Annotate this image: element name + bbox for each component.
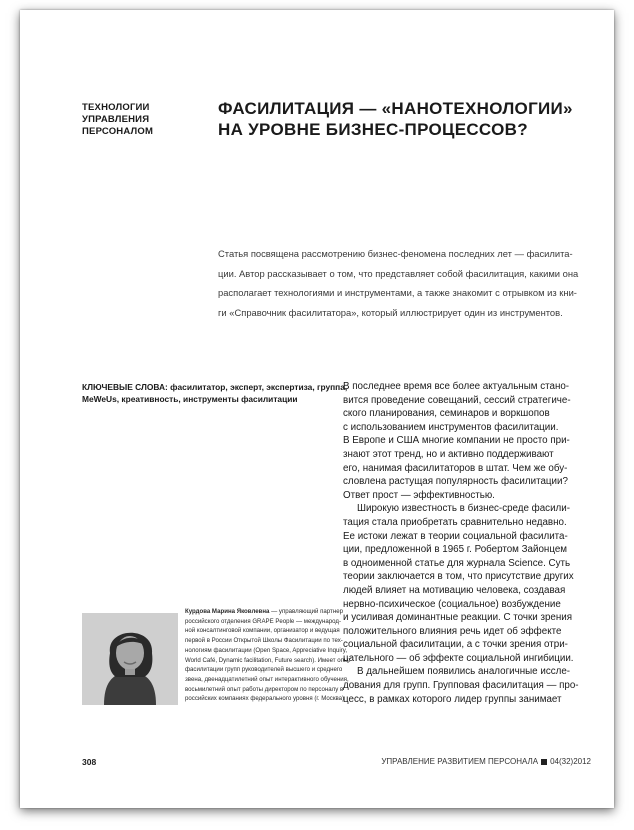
title-line: ФАСИЛИТАЦИЯ — «НАНОТЕХНОЛОГИИ» xyxy=(218,99,573,118)
body-line: цесс, в рамках которого лидер группы занимает xyxy=(343,693,562,705)
body-line: нервно-психическое (социальное) возбуждение xyxy=(343,598,561,610)
body-line: тация стала приобретать сравнительно недавно. xyxy=(343,516,567,528)
journal-issue: 04(32)2012 xyxy=(550,757,591,766)
body-line: В Европе и США многие компании не просто при- xyxy=(343,435,570,447)
page-number: 308 xyxy=(82,757,97,767)
bio-line: российских компаниях федерального уровня (г. Москва) xyxy=(185,695,345,703)
body-line: положительного влияния речь идет об эффекте xyxy=(343,625,562,637)
author-name: Курдова Марина Яковлевна xyxy=(185,608,270,615)
rubric-line: ПЕРСОНАЛОМ xyxy=(82,126,154,137)
bio-line: первой в России Открытой Школы Фасилитации по тех- xyxy=(185,637,343,645)
bio-line: восьмилетний опыт работы директором по персоналу в xyxy=(185,685,344,693)
body-line: ции, предложенной в 1965 г. Робертом Зайонцем xyxy=(343,544,567,556)
body-line: словлена растущая популярность фасилитации? xyxy=(343,476,568,488)
bio-line: фасилитации групп руководителей высшего и среднего xyxy=(185,666,343,674)
rubric-line: ТЕХНОЛОГИИ xyxy=(82,102,150,113)
rubric-line: УПРАВЛЕНИЯ xyxy=(82,114,150,125)
article-abstract xyxy=(218,244,590,322)
square-separator-icon xyxy=(541,759,547,765)
body-line: вится проведение совещаний, сессий стратегиче- xyxy=(343,394,571,406)
body-line: людей влияет на мотивацию человека, создавая xyxy=(343,584,566,596)
body-line: и усиливая доминантные реакции. С точки зрения xyxy=(343,612,573,624)
body-line: его, нанимая фасилитаторов в штат. Чем же обу- xyxy=(343,462,568,474)
body-line: цательного — об эффекте социальной ингибиции. xyxy=(343,652,574,664)
journal-name: УПРАВЛЕНИЕ РАЗВИТИЕМ ПЕРСОНАЛА xyxy=(381,757,539,766)
body-line: В последнее время все более актуальным стано- xyxy=(343,381,570,392)
journal-footer xyxy=(381,757,591,766)
bio-line: Курдова Марина Яковлевна — управляющий партнер xyxy=(185,608,343,615)
article-title xyxy=(218,98,598,140)
body-line: социальной фасилитации, а с точки зрения отри- xyxy=(343,639,568,651)
body-line: теории заключается в том, что присутствие других xyxy=(343,571,574,583)
section-rubric xyxy=(82,102,192,138)
keywords-line: MeWeUs, креативность, инструменты фасилитации xyxy=(82,393,298,404)
keywords-line: КЛЮЧЕВЫЕ СЛОВА: фасилитатор, эксперт, экспертиза, группа, xyxy=(82,382,348,392)
abstract-line: располагает технологиями и инструментами, а также знакомит с отрывком из кни- xyxy=(218,287,577,298)
abstract-line: Статья посвящена рассмотрению бизнес-феномена последних лет — фасилита- xyxy=(218,248,573,259)
author-photo xyxy=(82,613,178,705)
body-line: ского планирования, семинаров и воркшопов xyxy=(343,408,550,420)
body-line: с использованием инструментов фасилитации. xyxy=(343,421,559,433)
abstract-line: ги «Справочник фасилитатора», который иллюстрирует один из инструментов. xyxy=(218,306,563,318)
body-line: знают этот тренд, но и активно поддерживают xyxy=(343,448,554,460)
body-line: дования для групп. Групповая фасилитация — про- xyxy=(343,680,579,692)
body-line: В дальнейшем появились аналогичные иссле- xyxy=(357,666,571,678)
bio-line: звена, двенадцатилетний опыт интерактивного обучения, xyxy=(185,675,349,683)
article-body xyxy=(343,380,603,706)
bio-line: ной консалтинговой компании, организатор и ведущая xyxy=(185,627,340,635)
title-line: НА УРОВНЕ БИЗНЕС-ПРОЦЕССОВ? xyxy=(218,120,528,139)
bio-line: российского отделения GRAPE People — междунаpод- xyxy=(185,617,341,625)
abstract-line: ции. Автор рассказывает о том, что представляет собой фасилитация, какими она xyxy=(218,267,579,279)
magazine-page xyxy=(20,10,614,808)
bio-line: World Café, Dynamic facilitation, Future search). Имеет опыт xyxy=(185,656,352,664)
author-bio xyxy=(185,607,352,704)
bio-line: нологиям фасилитации (Open Space, Appreciative Inquiry, xyxy=(185,646,348,654)
keywords-block xyxy=(82,382,348,405)
body-line: Ее истоки лежат в теории социальной фасилита- xyxy=(343,530,568,542)
body-line: Ответ прост — эффективностью. xyxy=(343,489,495,501)
author-portrait-icon xyxy=(82,613,178,705)
body-line: Широкую известность в бизнес-среде фасили- xyxy=(357,503,570,515)
body-line: в одноименной статье для журнала Science. Суть xyxy=(343,557,571,569)
